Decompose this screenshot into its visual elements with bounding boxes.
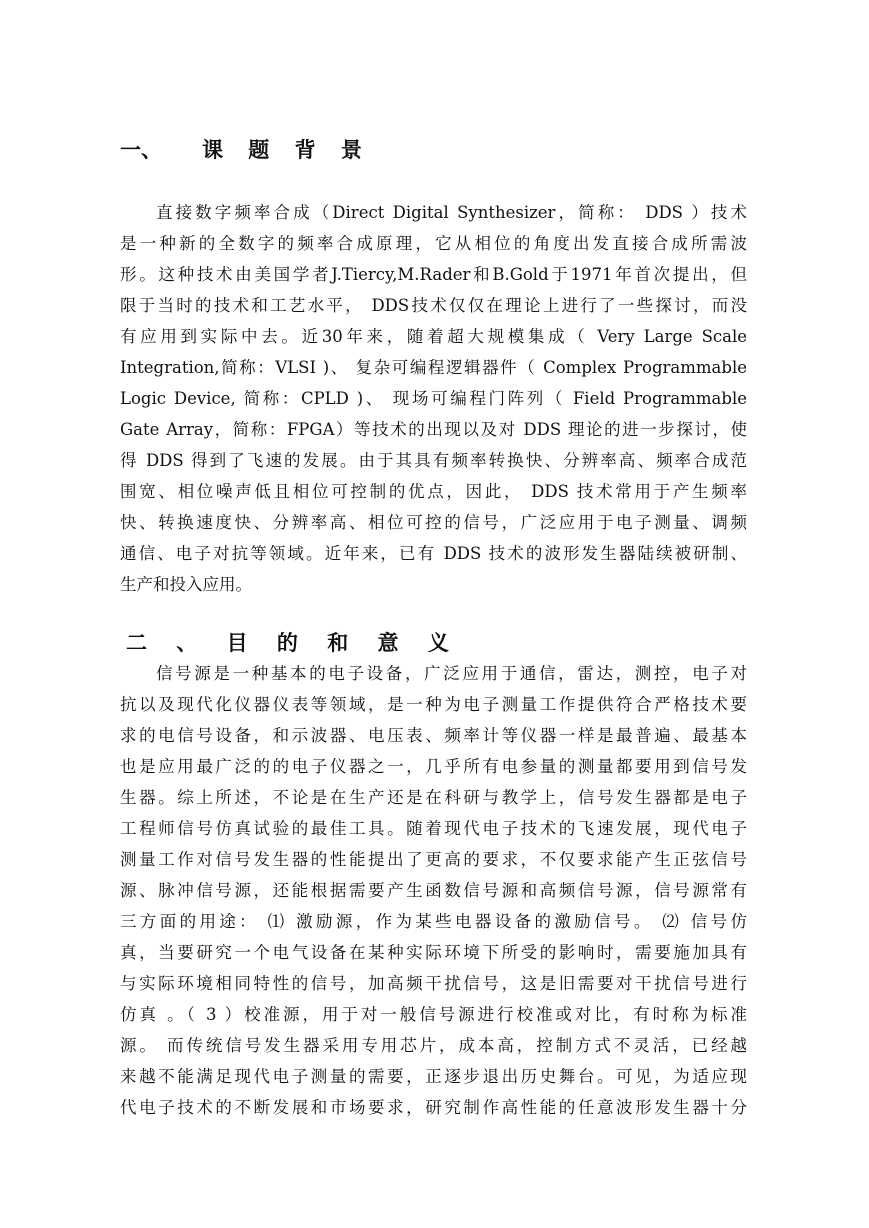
- paragraph-line: 测量工作对信号发生器的性能提出了更高的要求，不仅要求能产生正弦信号: [120, 850, 747, 869]
- paragraph-line: 得 DDS 得到了飞速的发展。由于其具有频率转换快、分辨率高、频率合成范: [120, 451, 747, 470]
- paragraph-line: Integration,简称：VLSI )、 复杂可编程逻辑器件（ Complex Programmable: [120, 358, 747, 377]
- paragraph-line: 直接数字频率合成（Direct Digital Synthesizer，简称： DDS ）技术: [156, 203, 747, 222]
- paragraph-line: 真，当要研究一个电气设备在某种实际环境下所受的影响时，需要施加具有: [120, 943, 747, 962]
- section-2-heading: [126, 633, 460, 654]
- paragraph-line: 形。这种技术由美国学者J.Tiercy,M.Rader和B.Gold于1971年首次提出，但: [120, 265, 747, 284]
- paragraph-line: 是一种新的全数字的频率合成原理，它从相位的角度出发直接合成所需波: [120, 234, 747, 253]
- section-1-title: 课 题 背 景: [202, 138, 371, 162]
- paragraph-line: 信号源是一种基本的电子设备，广泛应用于通信，雷达，测控，电子对: [156, 664, 747, 683]
- paragraph-line: 限于当时的技术和工艺水平， DDS技术仅仅在理论上进行了一些探讨，而没: [120, 296, 747, 315]
- paragraph-line: 求的电信号设备，和示波器、电压表、频率计等仪器一样是最普遍、最基本: [120, 726, 747, 745]
- paragraph-line: 快、转换速度快、分辨率高、相位可控的信号，广泛应用于电子测量、调频: [120, 513, 747, 532]
- paragraph-line: Gate Array，简称：FPGA）等技术的出现以及对 DDS 理论的进一步探讨，使: [120, 420, 747, 439]
- paragraph-line: 有应用到实际中去。近30年来，随着超大规模集成（ Very Large Scale: [120, 327, 747, 346]
- paragraph-line: 源、脉冲信号源，还能根据需要产生函数信号源和高频信号源，信号源常有: [120, 881, 747, 900]
- section-2-title: 二 、 目 的 和 意 义: [126, 631, 460, 655]
- section-1-number: 一、: [120, 138, 162, 162]
- paragraph-line: 代电子技术的不断发展和市场要求，研究制作高性能的任意波形发生器十分: [120, 1098, 747, 1117]
- paragraph-line: 三方面的用途： ⑴ 激励源，作为某些电器设备的激励信号。 ⑵ 信号仿: [120, 912, 747, 931]
- paragraph-line: 抗以及现代化仪器仪表等领域，是一种为电子测量工作提供符合严格技术要: [120, 695, 747, 714]
- paragraph-line: 也是应用最广泛的的电子仪器之一，几乎所有电参量的测量都要用到信号发: [120, 757, 747, 776]
- paragraph-line: 工程师信号仿真试验的最佳工具。随着现代电子技术的飞速发展，现代电子: [120, 819, 747, 838]
- paragraph-line: 围宽、相位噪声低且相位可控制的优点，因此， DDS 技术常用于产生频率: [120, 482, 747, 501]
- paragraph-line: 通信、电子对抗等领域。近年来，已有 DDS 技术的波形发生器陆续被研制、: [120, 544, 747, 563]
- section-1-heading: [120, 140, 371, 161]
- paragraph-line: 仿真 。（ 3 ）校准源，用于对一般信号源进行校准或对比，有时称为标准: [120, 1005, 747, 1024]
- paragraph-line: 源。 而传统信号发生器采用专用芯片，成本高，控制方式不灵活，已经越: [120, 1036, 747, 1055]
- paragraph-line: 生器。综上所述，不论是在生产还是在科研与教学上，信号发生器都是电子: [120, 788, 747, 807]
- paragraph-line: Logic Device, 简称：CPLD )、 现场可编程门阵列（ Field Programmable: [120, 389, 748, 408]
- paragraph-line: 来越不能满足现代电子测量的需要，正逐步退出历史舞台。可见，为适应现: [120, 1067, 747, 1086]
- paragraph-line: 与实际环境相同特性的信号，加高频干扰信号，这是旧需要对干扰信号进行: [120, 974, 747, 993]
- paragraph-line: 生产和投入应用。: [120, 575, 252, 594]
